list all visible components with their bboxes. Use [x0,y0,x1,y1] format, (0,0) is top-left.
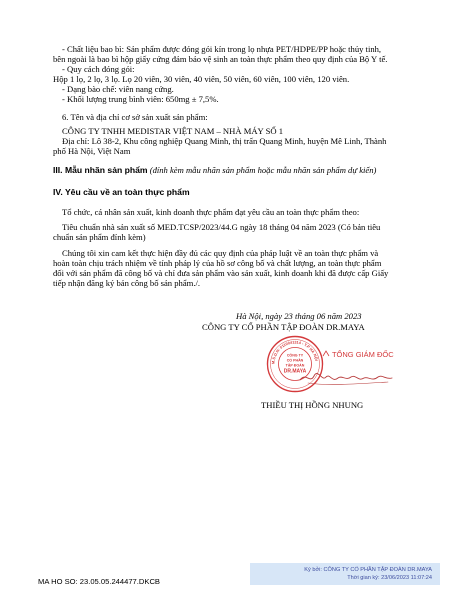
signer-title-text: TỔNG GIÁM ĐỐC [331,350,394,359]
signer-title [322,350,394,359]
section-iii-line [53,165,376,175]
section-iii-heading: III. Mẫu nhãn sản phẩm [53,165,148,175]
manufacturer-heading: 6. Tên và địa chỉ cơ sở sản xuất sản phẩm: [62,112,208,122]
seal-inner-1: CÔNG TY [286,353,304,358]
food-safety-intro: Tổ chức, cá nhân sản xuất, kinh doanh thực phẩm đạt yêu cầu an toàn thực phẩm theo: [62,207,360,217]
seal-inner-2: CỔ PHẦN [286,358,304,363]
section-iii-note: (đính kèm mẫu nhãn sản phẩm hoặc mẫu nhãn sản phẩm dự kiến) [149,165,377,175]
signer-name: THIỀU THỊ HỒNG NHUNG [261,400,364,410]
standard-line-2: chuẩn sản phẩm đính kèm) [53,232,146,242]
manufacturer-address: Địa chỉ: Lô 38-2, Khu công nghiệp Quang Minh, thị trấn Quang Minh, huyện Mê Linh, Thành [62,136,387,146]
packing-spec-line: Hộp 1 lọ, 2 lọ, 3 lọ. Lọ 20 viên, 30 viên, 40 viên, 50 viên, 60 viên, 100 viên, 120 viên. [53,74,350,84]
commitment-line-4: tiếp nhận đăng ký bản công bố sản phẩm./. [53,278,201,288]
commitment-line-2: hoàn toàn chịu trách nhiệm về tính pháp lý của hồ sơ công bố và chất lượng, an toàn thực phẩm [53,258,382,268]
handwritten-signature [296,368,406,388]
digital-signature-box [250,563,440,585]
place-date-line: Hà Nội, ngày 23 tháng 06 năm 2023 [236,311,362,321]
section-iv-heading: IV. Yêu cầu về an toàn thực phẩm [53,187,190,197]
issuing-company: CÔNG TY CỔ PHẦN TẬP ĐOÀN DR.MAYA [202,322,365,332]
signature-mark-icon [322,350,330,358]
dosage-form-line: - Dạng bào chế: viên nang cứng. [62,84,174,94]
seal-inner-4: DR.MAYA [283,368,307,375]
packaging-material-line: - Chất liệu bao bì: Sản phẩm được đóng gói kín trong lọ nhựa PET/HDPE/PP hoặc thủy tinh, [62,44,382,54]
dossier-code: MA HO SO: 23.05.05.244477.DKCB [38,577,160,586]
seal-inner-3: TẬP ĐOÀN [285,363,305,368]
seal-ring-text: M.S.D.N: 0110041314 - T.P HÀ NỘI [271,340,319,365]
standard-line: Tiêu chuẩn nhà sản xuất số MED.TCSP/2023/44.G ngày 18 tháng 04 năm 2023 (Có bản tiêu [62,222,381,232]
digital-signer: Ký bởi: CÔNG TY CỔ PHẦN TẬP ĐOÀN DR.MAYA [304,567,432,573]
capsule-weight-line: - Khối lượng trung bình viên: 650mg ± 7,5%. [62,94,219,104]
digital-sign-time: Thời gian ký: 23/06/2023 11:07:24 [347,575,432,581]
manufacturer-name: CÔNG TY TNHH MEDISTAR VIỆT NAM – NHÀ MÁY SỐ 1 [62,126,284,136]
packing-spec-label: - Quy cách đóng gói: [62,64,135,74]
commitment-line-1: Chúng tôi xin cam kết thực hiện đầy đủ các quy định của pháp luật về an toàn thực phẩm và [62,248,379,258]
manufacturer-address-2: phố Hà Nội, Việt Nam [53,146,131,156]
commitment-line-3: đối với sản phẩm đã công bố và chỉ đưa sản phẩm vào sản xuất, kinh doanh khi đã được cấp Giấy [53,268,389,278]
packaging-material-line-2: bên ngoài là bao bì hộp giấy cứng đảm bảo vệ sinh an toàn thực phẩm theo quy định của Bộ Y tế. [53,54,388,64]
